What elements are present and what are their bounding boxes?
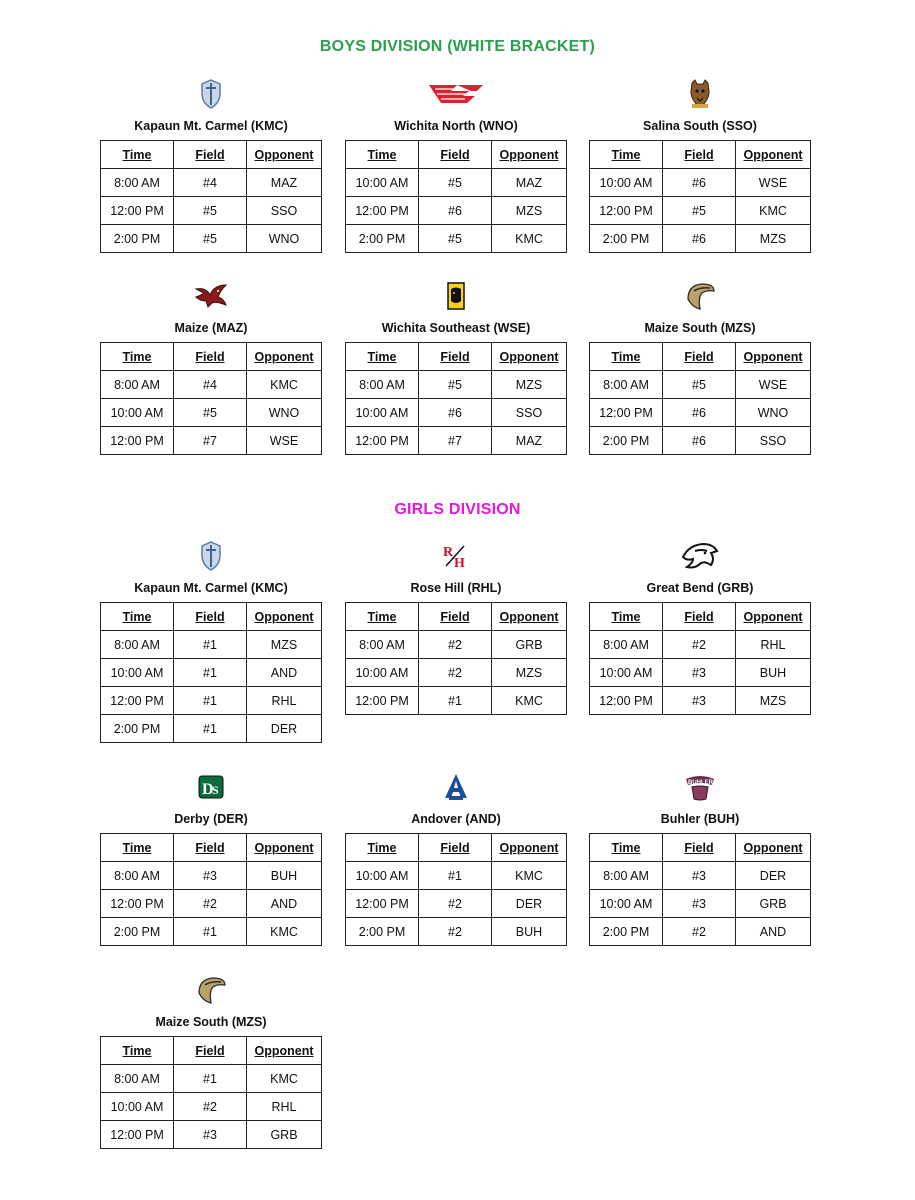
field-cell: #5: [174, 197, 247, 225]
field-header: Field: [663, 834, 736, 862]
field-cell: #1: [174, 1065, 247, 1093]
buhler-crusader-icon: [589, 771, 811, 803]
opponent-header: Opponent: [247, 141, 322, 169]
derby-ds-icon: [100, 771, 322, 803]
header-row: [101, 343, 322, 371]
opponent-cell: RHL: [736, 631, 811, 659]
schedule-table: [345, 602, 567, 715]
time-cell: 8:00 AM: [590, 862, 663, 890]
field-cell: #1: [174, 659, 247, 687]
table-row: [101, 631, 322, 659]
opponent-cell: KMC: [736, 197, 811, 225]
opponent-cell: SSO: [736, 427, 811, 455]
schedule-table: [100, 833, 322, 946]
field-cell: #1: [419, 862, 492, 890]
time-header: Time: [101, 603, 174, 631]
field-cell: #2: [419, 631, 492, 659]
opponent-cell: BUH: [736, 659, 811, 687]
svg-text:H: H: [454, 556, 465, 570]
svg-text:S: S: [212, 783, 219, 797]
team-card: [345, 540, 567, 715]
time-cell: 2:00 PM: [101, 715, 174, 743]
time-cell: 12:00 PM: [590, 687, 663, 715]
team-name: Kapaun Mt. Carmel (KMC): [134, 581, 288, 595]
team-card: [100, 540, 322, 743]
time-cell: 10:00 AM: [101, 659, 174, 687]
header-row: [101, 141, 322, 169]
team-card: [589, 771, 811, 946]
field-cell: #1: [174, 918, 247, 946]
header-row: [101, 1037, 322, 1065]
time-cell: 10:00 AM: [346, 399, 419, 427]
time-cell: 10:00 AM: [590, 659, 663, 687]
opponent-header: Opponent: [247, 343, 322, 371]
opponent-cell: AND: [247, 890, 322, 918]
eagle-icon: [100, 280, 322, 312]
team-card: [345, 280, 567, 455]
field-cell: #1: [419, 687, 492, 715]
table-row: [590, 427, 811, 455]
opponent-cell: MAZ: [492, 427, 567, 455]
opponent-cell: RHL: [247, 1093, 322, 1121]
team-name: Maize South (MZS): [155, 1015, 267, 1029]
table-row: [346, 687, 567, 715]
table-row: [590, 197, 811, 225]
time-header: Time: [101, 141, 174, 169]
opponent-cell: KMC: [247, 1065, 322, 1093]
opponent-cell: GRB: [247, 1121, 322, 1149]
field-header: Field: [419, 343, 492, 371]
table-row: [590, 371, 811, 399]
opponent-cell: KMC: [492, 862, 567, 890]
opponent-cell: DER: [736, 862, 811, 890]
shield-sword-icon: [100, 78, 322, 110]
field-header: Field: [663, 343, 736, 371]
field-cell: #4: [174, 371, 247, 399]
opponent-cell: AND: [247, 659, 322, 687]
field-cell: #2: [419, 890, 492, 918]
opponent-header: Opponent: [492, 141, 567, 169]
opponent-header: Opponent: [736, 141, 811, 169]
table-row: [101, 890, 322, 918]
field-header: Field: [663, 603, 736, 631]
table-row: [101, 197, 322, 225]
field-cell: #6: [419, 399, 492, 427]
time-cell: 10:00 AM: [346, 169, 419, 197]
time-cell: 8:00 AM: [101, 1065, 174, 1093]
panther-icon: [589, 540, 811, 572]
field-cell: #6: [663, 399, 736, 427]
time-header: Time: [346, 141, 419, 169]
time-cell: 2:00 PM: [346, 225, 419, 253]
time-cell: 12:00 PM: [101, 1121, 174, 1149]
field-cell: #6: [663, 169, 736, 197]
opponent-cell: DER: [247, 715, 322, 743]
table-row: [101, 715, 322, 743]
field-cell: #2: [663, 918, 736, 946]
field-cell: #5: [419, 169, 492, 197]
mavericks-helmet-icon: [589, 280, 811, 312]
team-name: Wichita Southeast (WSE): [381, 321, 531, 335]
field-cell: #1: [174, 631, 247, 659]
opponent-cell: GRB: [492, 631, 567, 659]
time-cell: 2:00 PM: [346, 918, 419, 946]
time-cell: 8:00 AM: [101, 169, 174, 197]
time-cell: 12:00 PM: [101, 197, 174, 225]
time-header: Time: [346, 603, 419, 631]
field-cell: #5: [663, 371, 736, 399]
field-cell: #3: [663, 862, 736, 890]
opponent-cell: AND: [736, 918, 811, 946]
field-cell: #6: [663, 225, 736, 253]
team-card: [100, 78, 322, 253]
time-cell: 12:00 PM: [590, 399, 663, 427]
opponent-cell: MAZ: [492, 169, 567, 197]
team-card: [100, 974, 322, 1149]
field-cell: #2: [663, 631, 736, 659]
schedule-table: [589, 833, 811, 946]
time-cell: 2:00 PM: [101, 918, 174, 946]
schedule-table: [589, 342, 811, 455]
time-cell: 8:00 AM: [346, 631, 419, 659]
team-name: Salina South (SSO): [643, 119, 757, 133]
table-row: [590, 687, 811, 715]
team-card: [345, 771, 567, 946]
buffalo-flag-icon: [345, 280, 567, 312]
time-header: Time: [590, 343, 663, 371]
time-cell: 12:00 PM: [101, 427, 174, 455]
schedule-table: [589, 602, 811, 715]
time-cell: 12:00 PM: [346, 427, 419, 455]
header-row: [346, 141, 567, 169]
opponent-header: Opponent: [492, 343, 567, 371]
opponent-cell: DER: [492, 890, 567, 918]
field-header: Field: [663, 141, 736, 169]
header-row: [590, 834, 811, 862]
rh-rocket-icon: [345, 540, 567, 572]
table-row: [101, 1065, 322, 1093]
opponent-cell: KMC: [492, 687, 567, 715]
team-card: [589, 280, 811, 455]
time-header: Time: [590, 141, 663, 169]
shield-sword-icon: [100, 540, 322, 572]
time-header: Time: [101, 1037, 174, 1065]
time-cell: 2:00 PM: [101, 225, 174, 253]
table-row: [101, 427, 322, 455]
field-cell: #5: [419, 371, 492, 399]
opponent-cell: WSE: [247, 427, 322, 455]
table-row: [346, 169, 567, 197]
field-header: Field: [419, 603, 492, 631]
time-cell: 10:00 AM: [101, 1093, 174, 1121]
time-cell: 12:00 PM: [101, 890, 174, 918]
opponent-header: Opponent: [247, 834, 322, 862]
opponent-cell: RHL: [247, 687, 322, 715]
field-cell: #5: [419, 225, 492, 253]
opponent-cell: MZS: [247, 631, 322, 659]
field-cell: #5: [663, 197, 736, 225]
time-cell: 12:00 PM: [346, 890, 419, 918]
mavericks-helmet-icon: [100, 974, 322, 1006]
opponent-cell: MZS: [492, 197, 567, 225]
header-row: [346, 603, 567, 631]
field-header: Field: [419, 834, 492, 862]
opponent-header: Opponent: [736, 343, 811, 371]
field-header: Field: [419, 141, 492, 169]
opponent-cell: WSE: [736, 371, 811, 399]
table-row: [590, 659, 811, 687]
field-cell: #5: [174, 399, 247, 427]
time-cell: 10:00 AM: [346, 862, 419, 890]
table-row: [346, 225, 567, 253]
field-header: Field: [174, 141, 247, 169]
team-card: [589, 78, 811, 253]
field-cell: #6: [663, 427, 736, 455]
girls-division-title: GIRLS DIVISION: [394, 501, 521, 518]
field-cell: #1: [174, 687, 247, 715]
field-cell: #7: [419, 427, 492, 455]
team-name: Great Bend (GRB): [646, 581, 754, 595]
table-row: [101, 225, 322, 253]
time-header: Time: [590, 834, 663, 862]
time-cell: 10:00 AM: [101, 399, 174, 427]
table-row: [346, 399, 567, 427]
table-row: [346, 918, 567, 946]
team-name: Kapaun Mt. Carmel (KMC): [134, 119, 288, 133]
time-cell: 8:00 AM: [590, 371, 663, 399]
team-name: Andover (AND): [411, 812, 501, 826]
team-card: [589, 540, 811, 715]
opponent-cell: WNO: [736, 399, 811, 427]
field-cell: #3: [174, 1121, 247, 1149]
team-name: Rose Hill (RHL): [410, 581, 502, 595]
table-row: [346, 197, 567, 225]
svg-text:D: D: [202, 781, 214, 798]
table-row: [346, 427, 567, 455]
field-cell: #2: [419, 659, 492, 687]
table-row: [101, 687, 322, 715]
team-name: Wichita North (WNO): [394, 119, 518, 133]
time-cell: 12:00 PM: [346, 197, 419, 225]
table-row: [101, 371, 322, 399]
time-cell: 10:00 AM: [590, 890, 663, 918]
table-row: [590, 918, 811, 946]
table-row: [101, 862, 322, 890]
cougar-icon: [589, 78, 811, 110]
field-cell: #2: [174, 890, 247, 918]
time-cell: 12:00 PM: [590, 197, 663, 225]
table-row: [590, 169, 811, 197]
time-cell: 10:00 AM: [590, 169, 663, 197]
team-card: [100, 280, 322, 455]
table-row: [590, 890, 811, 918]
time-header: Time: [346, 343, 419, 371]
header-row: [101, 603, 322, 631]
opponent-cell: MAZ: [247, 169, 322, 197]
opponent-cell: BUH: [247, 862, 322, 890]
team-card: [345, 78, 567, 253]
header-row: [346, 834, 567, 862]
opponent-cell: MZS: [492, 371, 567, 399]
table-row: [346, 890, 567, 918]
opponent-header: Opponent: [492, 834, 567, 862]
field-cell: #5: [174, 225, 247, 253]
opponent-cell: KMC: [247, 371, 322, 399]
time-header: Time: [101, 834, 174, 862]
opponent-cell: SSO: [247, 197, 322, 225]
table-row: [101, 399, 322, 427]
opponent-cell: KMC: [492, 225, 567, 253]
time-cell: 12:00 PM: [346, 687, 419, 715]
field-header: Field: [174, 603, 247, 631]
field-cell: #3: [174, 862, 247, 890]
opponent-cell: BUH: [492, 918, 567, 946]
time-cell: 2:00 PM: [590, 225, 663, 253]
table-row: [590, 862, 811, 890]
schedule-table: [345, 833, 567, 946]
time-cell: 2:00 PM: [590, 918, 663, 946]
time-cell: 10:00 AM: [346, 659, 419, 687]
table-row: [590, 399, 811, 427]
schedule-table: [100, 140, 322, 253]
table-row: [101, 659, 322, 687]
time-cell: 8:00 AM: [101, 862, 174, 890]
opponent-header: Opponent: [247, 603, 322, 631]
table-row: [346, 371, 567, 399]
field-cell: #4: [174, 169, 247, 197]
schedule-table: [345, 342, 567, 455]
opponent-header: Opponent: [492, 603, 567, 631]
time-header: Time: [101, 343, 174, 371]
opponent-header: Opponent: [247, 1037, 322, 1065]
time-header: Time: [346, 834, 419, 862]
time-cell: 2:00 PM: [590, 427, 663, 455]
team-name: Buhler (BUH): [660, 812, 740, 826]
table-row: [101, 169, 322, 197]
field-cell: #6: [419, 197, 492, 225]
andover-a-icon: [345, 771, 567, 803]
team-card: [100, 771, 322, 946]
opponent-cell: SSO: [492, 399, 567, 427]
field-cell: #1: [174, 715, 247, 743]
opponent-cell: MZS: [736, 225, 811, 253]
field-cell: #2: [419, 918, 492, 946]
time-cell: 12:00 PM: [101, 687, 174, 715]
team-name: Derby (DER): [174, 812, 248, 826]
redskins-wing-icon: [345, 78, 567, 110]
field-cell: #7: [174, 427, 247, 455]
opponent-cell: WNO: [247, 399, 322, 427]
opponent-header: Opponent: [736, 603, 811, 631]
schedule-table: [100, 342, 322, 455]
time-cell: 8:00 AM: [346, 371, 419, 399]
opponent-cell: WSE: [736, 169, 811, 197]
schedule-table: [100, 1036, 322, 1149]
opponent-header: Opponent: [736, 834, 811, 862]
header-row: [346, 343, 567, 371]
schedule-table: [589, 140, 811, 253]
boys-division-title: BOYS DIVISION (WHITE BRACKET): [319, 38, 596, 55]
time-cell: 8:00 AM: [101, 371, 174, 399]
field-header: Field: [174, 1037, 247, 1065]
schedule-table: [345, 140, 567, 253]
header-row: [590, 343, 811, 371]
table-row: [101, 1093, 322, 1121]
field-header: Field: [174, 343, 247, 371]
field-cell: #3: [663, 659, 736, 687]
table-row: [590, 631, 811, 659]
time-cell: 8:00 AM: [101, 631, 174, 659]
svg-text:R: R: [443, 545, 454, 560]
field-header: Field: [174, 834, 247, 862]
schedule-table: [100, 602, 322, 743]
team-name: Maize South (MZS): [644, 321, 756, 335]
header-row: [590, 141, 811, 169]
opponent-cell: MZS: [492, 659, 567, 687]
opponent-cell: WNO: [247, 225, 322, 253]
header-row: [101, 834, 322, 862]
table-row: [346, 862, 567, 890]
field-cell: #3: [663, 890, 736, 918]
table-row: [101, 1121, 322, 1149]
field-cell: #3: [663, 687, 736, 715]
time-cell: 8:00 AM: [590, 631, 663, 659]
svg-text:BUHLER: BUHLER: [688, 780, 713, 786]
table-row: [346, 659, 567, 687]
header-row: [590, 603, 811, 631]
opponent-cell: MZS: [736, 687, 811, 715]
field-cell: #2: [174, 1093, 247, 1121]
opponent-cell: KMC: [247, 918, 322, 946]
time-header: Time: [590, 603, 663, 631]
table-row: [346, 631, 567, 659]
table-row: [590, 225, 811, 253]
team-name: Maize (MAZ): [174, 321, 248, 335]
table-row: [101, 918, 322, 946]
opponent-cell: GRB: [736, 890, 811, 918]
